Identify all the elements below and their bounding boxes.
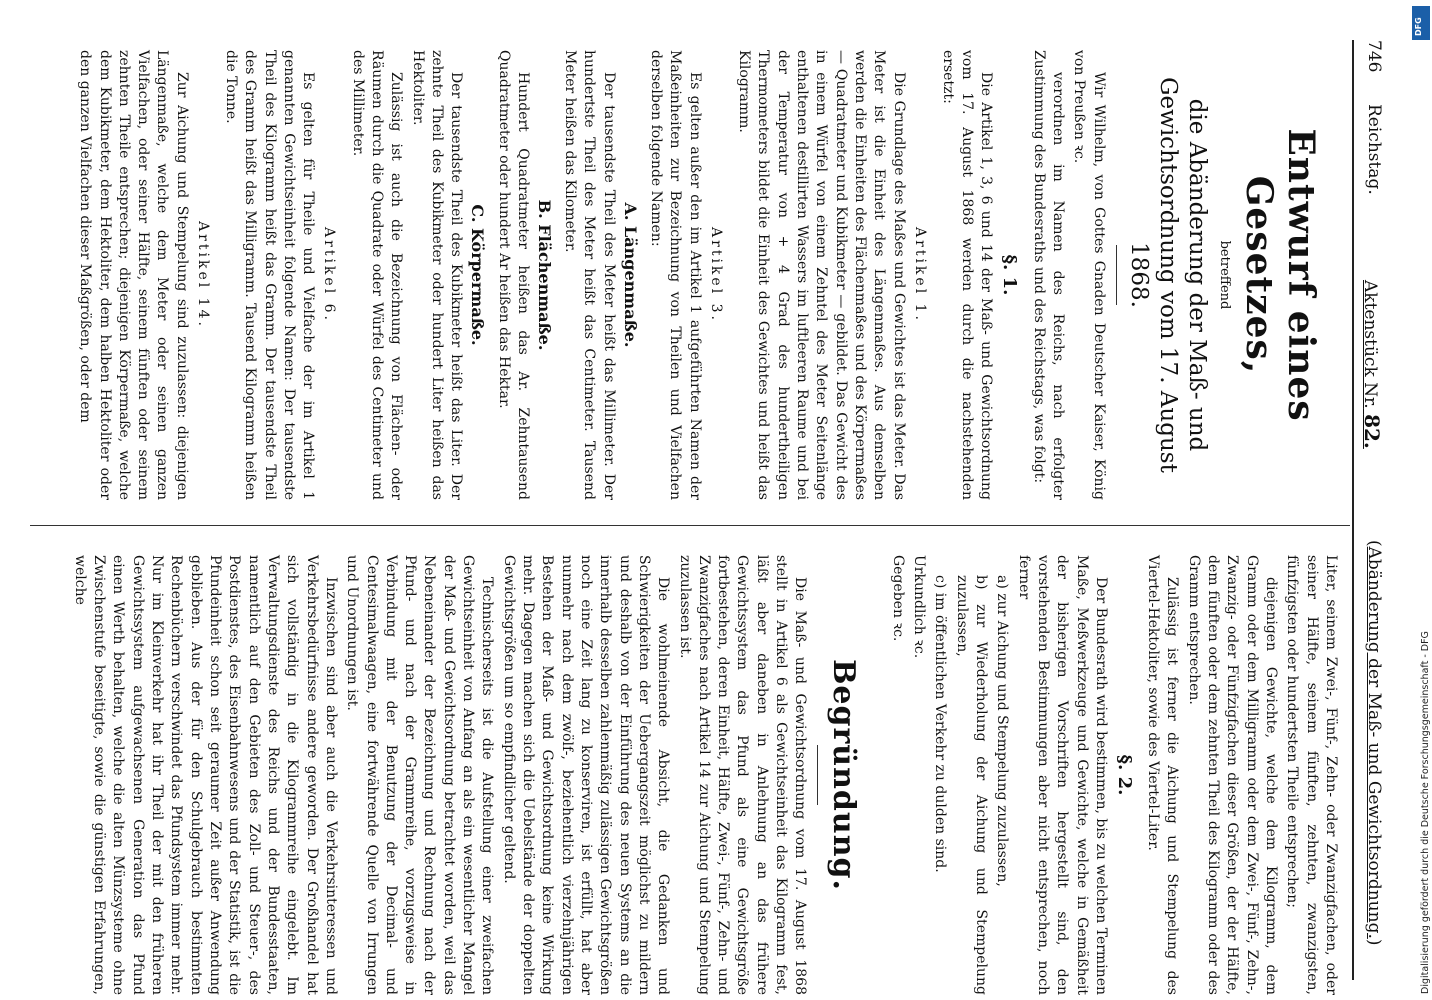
gegeben: Gegeben ꝛc.: [889, 555, 906, 642]
page-number: 746: [1364, 40, 1384, 73]
article-3-heading: Artikel 3.: [707, 227, 724, 323]
preamble-1: Wir Wilhelm, von Gottes Gnaden Deutscher Kaiser, König von Preußen ꝛc.: [1071, 50, 1107, 500]
topic-close: ): [1364, 938, 1384, 946]
law-title: die Abänderung der Maß- und Gewichtsordnung vom 17. August 1868.: [1126, 77, 1210, 473]
section-2-item-b: b) zur Wiederholung der Aichung und Stempelung zuzulassen,: [953, 575, 989, 995]
dfg-logo: [1412, 6, 1430, 40]
begruendung-para-1: Die Maß- und Gewichtsordnung vom 17. August 1868 stellt in Artikel 6 als Gewichtseinheit das Kilogramm fest, läßt aber daneben in Anlehnung an das frühere Gewichtssystem das Pfund als eine Gewichtsgröße fortbestehen, deren Einheit, Hälfte, Zwei-, Fünf-, Zehn- und Zwanzigfaches nach Artikel 14 zur Aichung und Stempelung zuzulassen ist.: [676, 555, 809, 995]
rotated-page: [10, 0, 1410, 1000]
topic-open: (: [1364, 540, 1384, 547]
left-column: [73, 50, 1340, 500]
begruendung-para-3: Technischerseits ist die Aufstellung einer zweifachen Gewichtseinheit von Anfang an als ein wesentlicher Mangel der Maß- und Gewichtsordnung betrachtet worden, weil das Nebeneinander der Bezeichnung und Rechnung nach der Pfund- und nach der Grammreihe, vorzugsweise in Verbindung mit der Benutzung der Decimal- und Centesimalwaagen, eine fortwährende Quelle von Irrungen und Unordnungen ist.: [344, 555, 496, 995]
reichstag-label: Reichstag.: [1364, 104, 1384, 195]
urkundlich: Urkundlich ꝛc.: [911, 555, 928, 659]
begruendung-heading: Begründung.: [826, 659, 862, 891]
column-divider: [30, 525, 1350, 526]
aktenstueck-text: Aktenstück Nr.: [1360, 280, 1380, 409]
article-3-text: Es gelten außer den im Artikel 1 aufgeführten Namen der Maßeinheiten zur Bezeichnung von Theilen und Vielfachen derselben folgende Namen:: [648, 50, 703, 500]
section-2-text: Der Bundesrath wird bestimmen, bis zu welchen Terminen Maße, Meßwerkzeuge und Gewichte, welche in Gemäßheit der bisherigen Vorschriften hergestellt sind, den vorstehenden Bestimmungen aber nicht entsprechen, noch ferner: [1015, 555, 1109, 995]
header-topic: [1364, 540, 1384, 946]
section-b-heading: B. Flächenmaße.: [534, 199, 554, 351]
right-column: [68, 555, 1340, 995]
preamble-2: verordnen im Namen des Reichs, nach erfolgter Zustimmung des Bundesraths und des Reichstags, was folgt:: [1030, 50, 1067, 500]
section-c-note: Zulässig ist auch die Bezeichnung von Flächen- oder Räumen durch die Quadrate oder Würfel des Centimeter und des Millimeter.: [349, 50, 405, 500]
aktenstueck-number: 82.: [1360, 414, 1384, 449]
section-2-item-c: c) im öffentlichen Verkehr zu dulden sind.: [932, 575, 949, 873]
section-c-heading: C. Körpermaße.: [468, 204, 488, 346]
article-14-heading: Artikel 14.: [194, 221, 211, 329]
section-2-heading: §. 2.: [1113, 754, 1135, 796]
section-a-text: Der tausendste Theil des Meter heißt das Millimeter. Der hundertste Theil des Meter heißt das Centimeter. Tausend Meter heißen das Kilometer.: [562, 50, 617, 500]
begruendung-para-4: Inzwischen sind aber auch die Verkehrsinteressen und Verkehrsbedürfnisse andere geworden. Der Großhandel hat sich vollständig in die Kilogrammreihe eingelebt. Im Verwaltungsdienste des Reichs und der Bundesstaaten, namentlich auf den Gebieten des Zoll- und Steuer-, des Postdienstes, des Eisenbahnwesens und der Statistik, ist die Pfundeinheit schon seit geraumer Zeit außer Anwendung geblieben. Aus der für den Schulgebrauch bestimmten Rechenbüchern verschwindet das Pfundsystem immer mehr. Nur im Kleinverkehr hat ihr Theil der mit den früheren Gewichtssystem aufgewachsenen Generation das Pfund einen Werth behalten, welche die alten Münzsysteme ohne Zwischenstufe beseitigte, sowie die günstigen Erfahrungen, welche: [71, 555, 339, 995]
section-1-text: Die Artikel 1, 3, 6 und 14 der Maß- und Gewichtsordnung vom 17. August 1868 werden durch die nachstehenden ersetzt:: [939, 50, 995, 500]
document-title: Entwurf eines Gesetzes,: [1238, 128, 1322, 422]
article-6-text: Es gelten für Theile und Vielfache der im Artikel 1 genannten Gewichtseinheit folgende Namen: Der tausendste Theil des Kilogramm heißt das Gramm. Der tausendste Theil des Gramm heißt das Milligramm. Tausend Kilogramm heißen die Tonne.: [223, 50, 317, 500]
section-b-text: Hundert Quadratmeter heißen das Ar. Zehntausend Quadratmeter oder hundert Ar heißen das Hektar.: [495, 50, 531, 500]
section-c-text: Der tausendste Theil des Kubikmeter heißt das Liter. Der zehnte Theil des Kubikmeter oder hundert Liter heißen das Hektoliter.: [409, 50, 465, 500]
short-rule: [1116, 245, 1117, 305]
section-2-item-a: a) zur Aichung und Stempelung zuzulassen,: [994, 575, 1011, 887]
dfg-logo-text: DFG: [1414, 17, 1423, 36]
article-14-cont-3: Zulässig ist ferner die Aichung und Stempelung des Viertel-Hektoliter, sowie des Viertel-Liter.: [1145, 555, 1181, 995]
article-14-cont-2: diejenigen Gewichte, welche dem Kilogramm, dem Gramm oder dem Milligramm oder dem Zwei-, Fünf-, Zehn-, Zwanzig- oder Fünfzigfachen dieser Größen, der der Hälfte, dem fünften oder dem zehnten Theil des Kilogramm oder des Gramm entsprechen.: [1185, 555, 1280, 995]
section-1-heading: §. 1.: [999, 254, 1021, 296]
article-1-heading: Artikel 1.: [911, 227, 928, 323]
aktenstueck-label: [1360, 280, 1384, 449]
section-a-heading: A. Längenmaße.: [620, 202, 640, 348]
article-6-heading: Artikel 6.: [321, 227, 338, 323]
article-14-cont-1: Liter, seinem Zwei-, Fünf-, Zehn- oder Zwanzigfachen, oder seiner Hälfte, seinem fünften, zehnten, zwanzigsten, fünfzigsten oder hundertsten Theile entsprechen;: [1284, 555, 1339, 995]
article-1-text: Die Grundlage des Maßes und Gewichtes ist das Meter. Das Meter ist die Einheit des Längenmaßes. Aus demselben werden die Einheiten des Flächenmaßes und des Körpermaßes — Quadratmeter und Kubikmeter — gebildet. Das Gewicht des in einem Würfel von einem Zehntel des Meter Seitenlänge enthaltenen destillirten Wassers im luftleeren Raume und bei der Temperatur von + 4 Grad des hundertheiligen Thermometers bildet die Einheit des Gewichtes und heißt das Kilogramm.: [736, 50, 907, 500]
short-rule-2: [817, 745, 818, 805]
betreffend: betreffend: [1217, 240, 1232, 310]
begruendung-para-2: Die wohlmeinende Absicht, die Gedanken und Schwierigkeiten der Uebergangszeit möglichst zu mildern und deshalb von der Einführung des neuen Systems an die innerhalb desselben zahlenmäßig zulässigen Gewichtsgrößen noch eine Zeit lang zu konserviren, ist erfüllt, hat aber nunmehr nach dem zwölf-, beziehentlich vierzehnjährigen Bestehen der Maß- und Gewichtsordnung keine Wirkung mehr. Dagegen machen sich die Uebelstände der doppelten Gewichtsgrößen um so empfindlicher geltend.: [500, 555, 672, 995]
article-14-text: Zur Aichung und Stempelung sind zuzulassen: diejenigen Längenmaße, welche dem Meter oder seinen ganzen Vielfachen, oder seiner Hälfte, seinem fünften oder seinem zehnten Theile entsprechen; diejenigen Körpermaße, welche dem Kubikmeter, dem Hektoliter, dem halben Hektoliter oder den ganzen Vielfachen dieser Maßgrößen, oder dem: [77, 50, 190, 500]
page-header: [1352, 40, 1398, 980]
topic-text: Abänderung der Maß- und Gewichtsordnung.: [1364, 546, 1384, 939]
digitization-credit: Digitalisierung gefördert durch die Deutsche Forschungsgemeinschaft - DFG: [1420, 631, 1431, 994]
